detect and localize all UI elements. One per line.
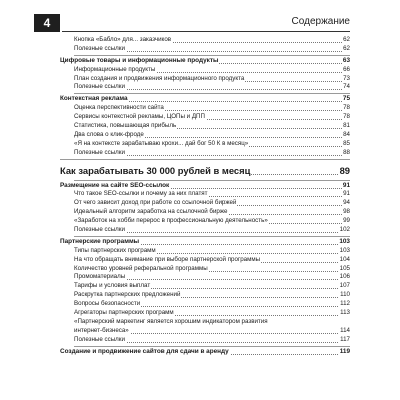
toc-entry-title: «Партнерский маркетинг является хорошим индикатором развития <box>74 317 268 325</box>
toc-entry-title: Полезные ссылки <box>74 83 125 91</box>
toc-entry-title: Полезные ссылки <box>74 44 125 52</box>
toc-entry-title: интернет-бизнеса» <box>74 326 129 334</box>
toc-page-number: 75 <box>342 95 350 103</box>
toc-page-number: 91 <box>342 181 350 189</box>
toc-entry[interactable] <box>60 45 350 54</box>
toc-page-number: 91 <box>343 190 350 198</box>
toc-entry-title: Статистика, повышающая прибыль <box>74 122 177 130</box>
toc-entry-title: Два слова о клик-фроде <box>74 130 144 138</box>
toc-entry-title: Как зарабатывать 30 000 рублей в месяц <box>60 164 251 176</box>
toc-page-number: 114 <box>340 326 350 334</box>
page-header <box>34 14 350 32</box>
toc-entry-title: Вопросы безопасности <box>74 300 141 308</box>
toc-entry[interactable] <box>60 300 350 309</box>
toc-entry[interactable] <box>60 291 350 300</box>
toc-entry-title: Количество уровней реферальной программы <box>74 264 208 272</box>
toc-entry[interactable] <box>60 226 350 235</box>
toc-entry-title: Партнерские программы <box>60 237 140 245</box>
toc-entry-title: На что обращать внимание при выборе партнерской программы <box>74 255 261 263</box>
toc-entry[interactable] <box>60 282 350 291</box>
toc-entry[interactable] <box>60 327 350 336</box>
toc-page-number: 103 <box>339 246 350 254</box>
toc-page-number: 73 <box>343 74 350 82</box>
section-divider <box>74 346 350 347</box>
toc-entry[interactable] <box>60 83 350 92</box>
toc-section[interactable] <box>60 238 350 247</box>
toc-page-number: 88 <box>343 148 350 156</box>
toc-entry-title: Что такое SEO-ссылки и почему за них платят <box>74 190 208 198</box>
toc-page-number: 78 <box>343 104 350 112</box>
toc-entry-title: Раскрутка партнерских предложений <box>74 291 181 299</box>
toc-entry[interactable] <box>60 66 350 75</box>
toc-entry-title: Создание и продвижение сайтов для сдачи в аренду <box>60 347 229 355</box>
toc-entry-title: «Я на контексте зарабатываю крохи... дай бог 50 К в месяц» <box>74 139 249 147</box>
toc-entry-title: Кнопка «Бабло» для... заказчиков <box>74 36 172 43</box>
toc-entry-title: Контекстная реклама <box>60 95 128 103</box>
table-of-contents <box>60 36 350 357</box>
toc-entry-title: Полезные ссылки <box>74 226 125 234</box>
toc-entry-title: План создания и продвижения информационного продукта <box>74 74 245 82</box>
toc-page-number: 117 <box>340 335 350 343</box>
toc-page-number: 98 <box>343 208 350 216</box>
toc-entry-title: Сервисы контекстной рекламы, ЦОПы и ДПП <box>74 113 205 121</box>
toc-page-number: 99 <box>343 217 350 225</box>
toc-section[interactable] <box>60 182 350 191</box>
chapter-divider <box>60 159 350 160</box>
header-title: Содержание <box>291 16 350 27</box>
toc-page-number: 84 <box>343 130 350 138</box>
toc-page-number: 63 <box>342 56 350 64</box>
section-divider <box>74 180 350 181</box>
toc-entry-title: Информационные продукты <box>74 65 156 73</box>
toc-entry[interactable] <box>60 104 350 113</box>
toc-page-number: 110 <box>340 291 350 299</box>
toc-page-number: 106 <box>339 273 350 281</box>
toc-entry[interactable] <box>60 199 350 208</box>
toc-entry-title: Идеальный алгоритм заработка на ссылочной бирже <box>74 208 228 216</box>
toc-page-number: 94 <box>343 199 350 207</box>
toc-entry[interactable] <box>60 265 350 274</box>
toc-entry[interactable] <box>60 256 350 265</box>
toc-entry-title: От чего зависит доход при работе со ссылочной биржей <box>74 199 237 207</box>
toc-page-number: 105 <box>339 264 350 272</box>
toc-entry[interactable] <box>60 309 350 318</box>
section-divider <box>74 55 350 56</box>
page-number: 4 <box>34 14 60 32</box>
toc-entry[interactable] <box>60 217 350 226</box>
toc-entry-title: Типы партнерских программ <box>74 246 156 254</box>
toc-entry-title: Тарифы и условия выплат <box>74 282 151 290</box>
toc-entry[interactable] <box>60 273 350 282</box>
toc-page-number: 103 <box>339 237 350 245</box>
toc-entry[interactable] <box>60 36 350 45</box>
toc-page-number: 62 <box>343 36 350 43</box>
toc-section[interactable] <box>60 57 350 66</box>
toc-entry[interactable] <box>60 247 350 256</box>
toc-entry[interactable] <box>60 318 350 327</box>
toc-entry-title: Размещение на сайте SEO-ссылок <box>60 181 170 189</box>
toc-entry-title: Оценка перспективности сайта <box>74 104 164 112</box>
section-divider <box>74 236 350 237</box>
header-rule <box>62 31 350 32</box>
toc-page-number: 81 <box>343 122 350 130</box>
toc-page-number: 89 <box>339 164 350 176</box>
toc-entry-title: Промоматериалы <box>74 273 126 281</box>
toc-page-number: 119 <box>339 347 350 355</box>
section-divider <box>74 93 350 94</box>
toc-entry[interactable] <box>60 190 350 199</box>
toc-entry-title: Полезные ссылки <box>74 148 125 156</box>
toc-entry[interactable] <box>60 208 350 217</box>
toc-chapter[interactable] <box>60 164 350 178</box>
toc-page-number: 112 <box>340 300 350 308</box>
toc-entry-title: Агрегаторы партнерских программ <box>74 309 174 317</box>
toc-entry-title: Цифровые товары и информационные продукты <box>60 56 219 64</box>
toc-page-number: 66 <box>343 65 350 73</box>
toc-entry[interactable] <box>60 131 350 140</box>
toc-entry-title: Полезные ссылки <box>74 335 125 343</box>
toc-entry-title: «Заработок на хобби перерос в профессиональную деятельность» <box>74 217 268 225</box>
toc-entry[interactable] <box>60 75 350 84</box>
toc-entry[interactable] <box>60 122 350 131</box>
toc-entry[interactable] <box>60 113 350 122</box>
toc-entry[interactable] <box>60 336 350 345</box>
toc-entry[interactable] <box>60 149 350 158</box>
toc-page-number: 102 <box>339 226 350 234</box>
toc-page-number: 85 <box>343 139 350 147</box>
toc-page-number: 104 <box>339 255 350 263</box>
toc-page-number: 78 <box>343 113 350 121</box>
toc-entry[interactable] <box>60 140 350 149</box>
toc-section[interactable] <box>60 95 350 104</box>
toc-page-number: 62 <box>343 44 350 52</box>
toc-page-number: 74 <box>343 83 350 91</box>
toc-section[interactable] <box>60 348 350 357</box>
toc-page-number: 107 <box>339 282 350 290</box>
toc-page-number: 113 <box>340 309 350 317</box>
